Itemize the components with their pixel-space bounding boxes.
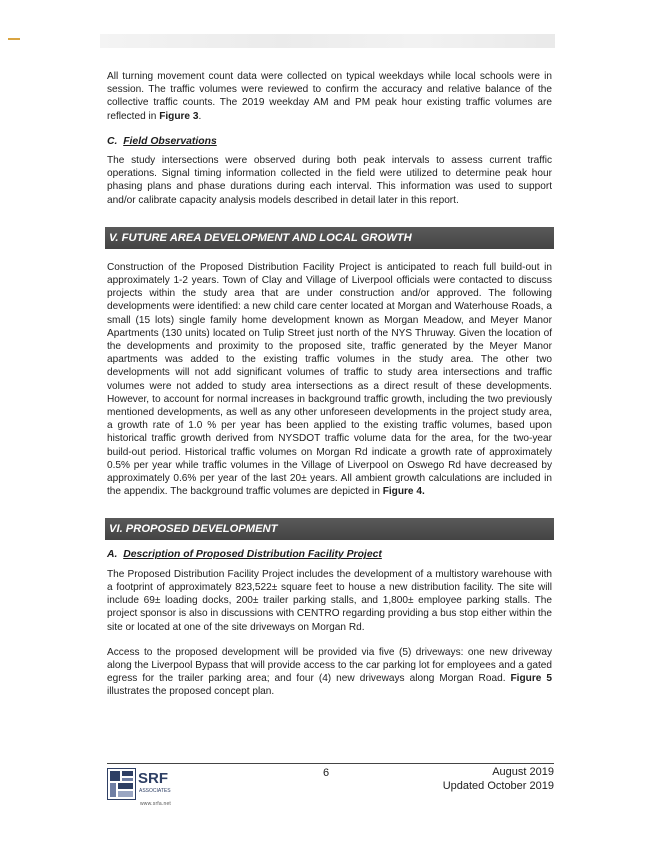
paragraph-field-observations: The study intersections were observed during both peak intervals to assess current traffic operations. Signal timing information collected in the field were utilized to determine peak hour phasing plans and phase durations during each interval. This information was used to support and/or calibrate capacity analysis models described in detail later in this report. bbox=[107, 155, 552, 206]
subheading-project-description bbox=[107, 548, 552, 561]
paragraph-end: illustrates the proposed concept plan. bbox=[107, 686, 275, 698]
scan-header-strip bbox=[100, 34, 555, 48]
section-heading-future-growth: V. FUTURE AREA DEVELOPMENT AND LOCAL GROWTH bbox=[105, 227, 554, 249]
footer-divider bbox=[107, 763, 554, 764]
paragraph-text: All turning movement count data were collected on typical weekdays while local schools were in session. The traffic volumes were reviewed to confirm the accuracy and relative balance of the collective traffic counts. The 2019 weekday AM and PM peak hour existing traffic volumes are reflected in bbox=[107, 71, 552, 122]
paragraph-end: . bbox=[198, 110, 202, 122]
logo-subtitle: ASSOCIATES bbox=[139, 788, 171, 794]
subheading-field-observations bbox=[107, 135, 552, 148]
page-number: 6 bbox=[323, 767, 330, 779]
footer-date: August 2019 bbox=[492, 766, 554, 778]
paragraph-text: Access to the proposed development will be provided via five (5) driveways: one new driveway along the Liverpool Bypass that will provide access to the car parking lot for employees and a gated egress for the trailer parking area; and four (4) new driveways along Morgan Road. bbox=[107, 646, 552, 685]
figure-5-reference: Figure 5 bbox=[510, 673, 552, 685]
subheading-title: Field Observations bbox=[123, 135, 217, 147]
scan-edge-mark bbox=[8, 38, 20, 40]
logo-website: www.srfa.net bbox=[140, 801, 172, 807]
figure-3-reference: Figure 3 bbox=[159, 110, 199, 122]
subheading-letter: A. bbox=[107, 549, 118, 561]
srf-logo bbox=[107, 768, 182, 800]
paragraph-site-access bbox=[107, 646, 552, 699]
paragraph-text: Construction of the Proposed Distribution Facility Project is anticipated to reach full build-out in approximately 1-2 years. Town of Clay and Village of Liverpool officials were contacted to discuss projects within the study area that are under construction and/or approved. The following developments were identified: a new child care center located at Morgan and Waterhouse Roads, a small (15 lots) single family home development known as Morgan Meadow, and Meyer Manor Apartments (130 units) located on Tulip Street just north of the NYS Thruway. Given the location of the developments and proximity to the proposed site, traffic generated by the Meyer Manor apartments was added to the existing traffic volumes in the study area. The other two developments will not add significant volumes of traffic to study area intersections and traffic volumes were not added to study area intersections as a direct result of these developments. However, to account for normal increases in background traffic growth, including the two previously mentioned developments, as well as any other unforeseen developments in the project study area, a growth rate of 1.0 % per year has been applied to the existing traffic volumes, based upon historical traffic growth derived from NYSDOT traffic volume data for the area, for the two-year build-out period. Historical traffic volumes on Morgan Rd indicate a growth rate of approximately 0.5% per year while traffic volumes in the Village of Liverpool on Oswego Rd have decreased by approximately 0.6% per year of the last 20± years. All ambient growth calculations are included in the appendix. The background traffic volumes are depicted in bbox=[107, 261, 552, 498]
paragraph-future-growth bbox=[107, 261, 552, 499]
paragraph-traffic-counts bbox=[107, 70, 552, 123]
subheading-letter: C. bbox=[107, 135, 118, 147]
report-body bbox=[107, 70, 552, 699]
figure-4-reference: Figure 4. bbox=[382, 486, 425, 498]
section-heading-proposed-development: VI. PROPOSED DEVELOPMENT bbox=[105, 518, 554, 540]
logo-wordmark: SRF bbox=[138, 770, 168, 787]
subheading-title: Description of Proposed Distribution Facility Project bbox=[123, 549, 382, 561]
footer-updated-date: Updated October 2019 bbox=[442, 780, 554, 792]
paragraph-project-description: The Proposed Distribution Facility Project includes the development of a multistory warehouse with a footprint of approximately 823,522± square feet to house a new distribution facility. The site will include 69± loading docks, 200± trailer parking stalls, and 1,800± employee parking stalls. The project sponsor is also in discussions with CENTRO regarding providing a bus stop either within the site or located at one of the site driveways on Morgan Rd. bbox=[107, 568, 552, 633]
